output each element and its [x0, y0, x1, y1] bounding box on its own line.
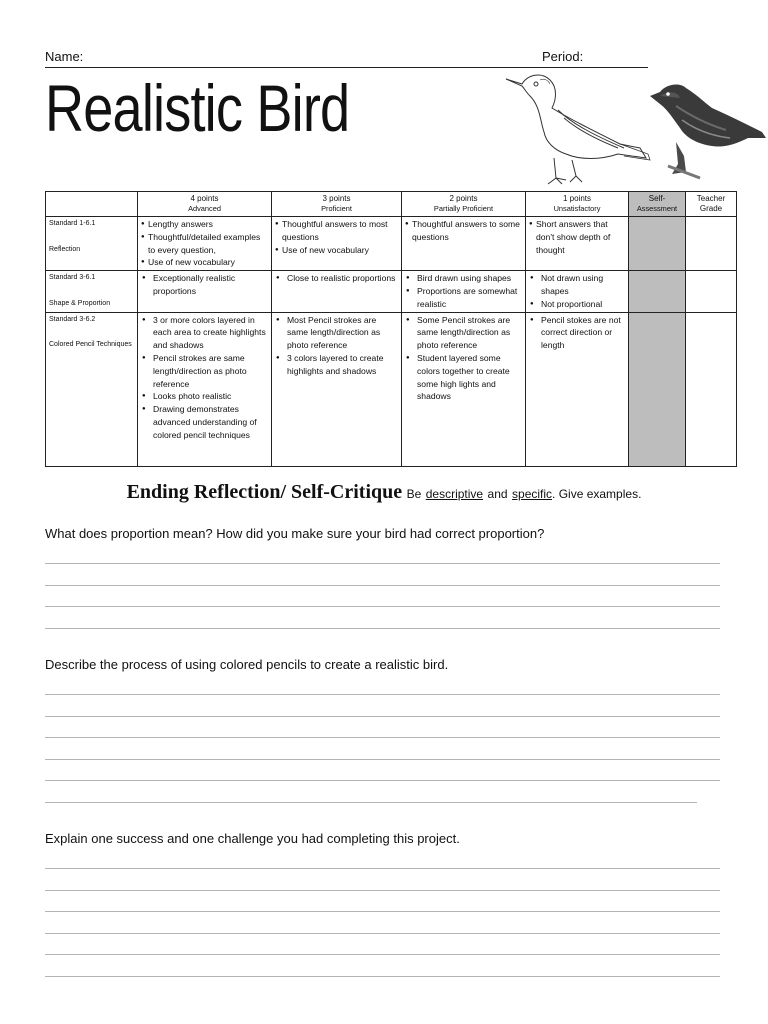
header-level: Partially Proficient — [433, 204, 494, 213]
teacher-grade-cell[interactable] — [686, 271, 737, 312]
instruction-and: and — [487, 487, 508, 501]
name-label: Name: — [45, 49, 84, 64]
page-title: Realistic Bird — [45, 71, 350, 145]
writing-line[interactable] — [45, 890, 720, 891]
criterion: ● 3 or more colors layered in each area to create highlights and shadows — [141, 314, 268, 352]
criterion: ● Use of new vocabulary — [141, 256, 268, 269]
self-assessment-cell[interactable] — [629, 312, 686, 466]
criterion: ● Thoughtful/detailed examples to every question, — [141, 231, 268, 257]
cell-advanced — [138, 217, 272, 271]
criterion: ● Thoughtful answers to most questions — [275, 218, 398, 244]
header-level: Proficient — [321, 204, 352, 213]
cell-partial — [402, 312, 526, 466]
rubric-header-row — [46, 192, 737, 217]
question-1: What does proportion mean? How did you make sure your bird had correct proportion? — [45, 526, 545, 541]
standard-topic: Colored Pencil Techniques — [49, 341, 132, 349]
writing-line[interactable] — [45, 585, 720, 586]
criterion: ● Proportions are somewhat realistic — [405, 285, 522, 311]
criterion: ● Most Pencil strokes are same length/direction as photo reference — [275, 314, 398, 352]
question-2: Describe the process of using colored pencils to create a realistic bird. — [45, 657, 449, 672]
standard-cell — [46, 217, 138, 271]
instruction-suffix: . Give examples. — [552, 487, 642, 501]
header-points: 2 points — [449, 194, 478, 203]
teacher-grade-cell[interactable] — [686, 217, 737, 271]
header-level: Advanced — [188, 204, 221, 213]
reflection-heading — [0, 481, 768, 504]
header-line: Assessment — [636, 204, 678, 213]
period-label: Period: — [542, 49, 584, 64]
criterion: ● Not drawn using shapes — [529, 272, 625, 298]
criterion: ● Thoughtful answers to some questions — [405, 218, 522, 244]
writing-line[interactable] — [45, 976, 720, 977]
bird-illustrations — [500, 66, 768, 190]
writing-line[interactable] — [45, 911, 720, 912]
colored-bird — [650, 85, 766, 178]
cell-proficient — [272, 217, 402, 271]
writing-line[interactable] — [45, 868, 720, 869]
writing-line[interactable] — [45, 802, 697, 803]
header-points: 4 points — [190, 194, 219, 203]
header-advanced — [138, 192, 272, 217]
standard-cell — [46, 312, 138, 466]
cell-unsatisfactory — [526, 217, 629, 271]
cell-unsatisfactory — [526, 312, 629, 466]
rubric-header-empty — [46, 192, 138, 217]
reflection-title: Ending Reflection/ Self-Critique — [126, 481, 403, 503]
writing-line[interactable] — [45, 606, 720, 607]
cell-advanced — [138, 271, 272, 312]
cell-advanced — [138, 312, 272, 466]
teacher-grade-cell[interactable] — [686, 312, 737, 466]
self-assessment-cell[interactable] — [629, 271, 686, 312]
writing-line[interactable] — [45, 780, 720, 781]
criterion: ● Student layered some colors together to create some high lights and shadows — [405, 352, 522, 403]
rubric-row-shape — [46, 271, 737, 312]
writing-line[interactable] — [45, 628, 720, 629]
instruction-specific: specific — [512, 487, 553, 501]
cell-proficient — [272, 271, 402, 312]
header-line: Grade — [699, 204, 723, 213]
header-level: Unsatisfactory — [553, 204, 601, 213]
rubric-table — [45, 191, 737, 467]
cell-partial — [402, 217, 526, 271]
header-line: Self- — [648, 194, 666, 203]
criterion: ● Close to realistic proportions — [275, 272, 398, 285]
standard-code: Standard 1-6.1 — [49, 220, 96, 227]
criterion: ● Short answers that don't show depth of thought — [529, 218, 625, 256]
criterion: ● Not proportional — [529, 298, 625, 311]
criterion: ● Pencil stokes are not correct direction or length — [529, 314, 625, 352]
standard-cell — [46, 271, 138, 312]
sketch-bird — [506, 75, 650, 184]
header-teacher-grade — [686, 192, 737, 217]
cell-proficient — [272, 312, 402, 466]
criterion: ● Looks photo realistic — [141, 390, 268, 403]
standard-code: Standard 3-6.1 — [49, 274, 96, 282]
instruction-prefix: Be — [406, 487, 422, 501]
instruction-descriptive: descriptive — [425, 487, 484, 501]
writing-line[interactable] — [45, 716, 720, 717]
criterion: ● Exceptionally realistic proportions — [141, 272, 268, 298]
header-points: 3 points — [322, 194, 351, 203]
writing-line[interactable] — [45, 933, 720, 934]
cell-partial — [402, 271, 526, 312]
writing-line[interactable] — [45, 694, 720, 695]
writing-line[interactable] — [45, 759, 720, 760]
rubric-row-reflection — [46, 217, 737, 271]
rubric-row-colored-pencil — [46, 312, 737, 466]
criterion: ● 3 colors layered to create highlights and shadows — [275, 352, 398, 378]
question-3: Explain one success and one challenge you had completing this project. — [45, 831, 460, 846]
standard-topic: Shape & Proportion — [49, 299, 111, 307]
cell-unsatisfactory — [526, 271, 629, 312]
criterion: ● Pencil strokes are same length/direction as photo reference — [141, 352, 268, 390]
criterion: ● Some Pencil strokes are same length/direction as photo reference — [405, 314, 522, 352]
writing-line[interactable] — [45, 563, 720, 564]
writing-line[interactable] — [45, 954, 720, 955]
header-partial — [402, 192, 526, 217]
criterion: ● Bird drawn using shapes — [405, 272, 522, 285]
standard-code: Standard 3-6.2 — [49, 315, 96, 323]
standard-topic: Reflection — [49, 245, 81, 253]
criterion: ● Lengthy answers — [141, 218, 268, 231]
header-proficient — [272, 192, 402, 217]
name-period-line[interactable] — [45, 46, 648, 68]
header-points: 1 points — [562, 194, 592, 203]
criterion: ● Use of new vocabulary — [275, 244, 398, 257]
header-unsatisfactory — [526, 192, 629, 217]
criterion: ● Drawing demonstrates advanced understanding of colored pencil techniques — [141, 403, 268, 441]
header-self-assessment — [629, 192, 686, 217]
self-assessment-cell[interactable] — [629, 217, 686, 271]
writing-line[interactable] — [45, 737, 720, 738]
header-line: Teacher — [696, 194, 726, 203]
